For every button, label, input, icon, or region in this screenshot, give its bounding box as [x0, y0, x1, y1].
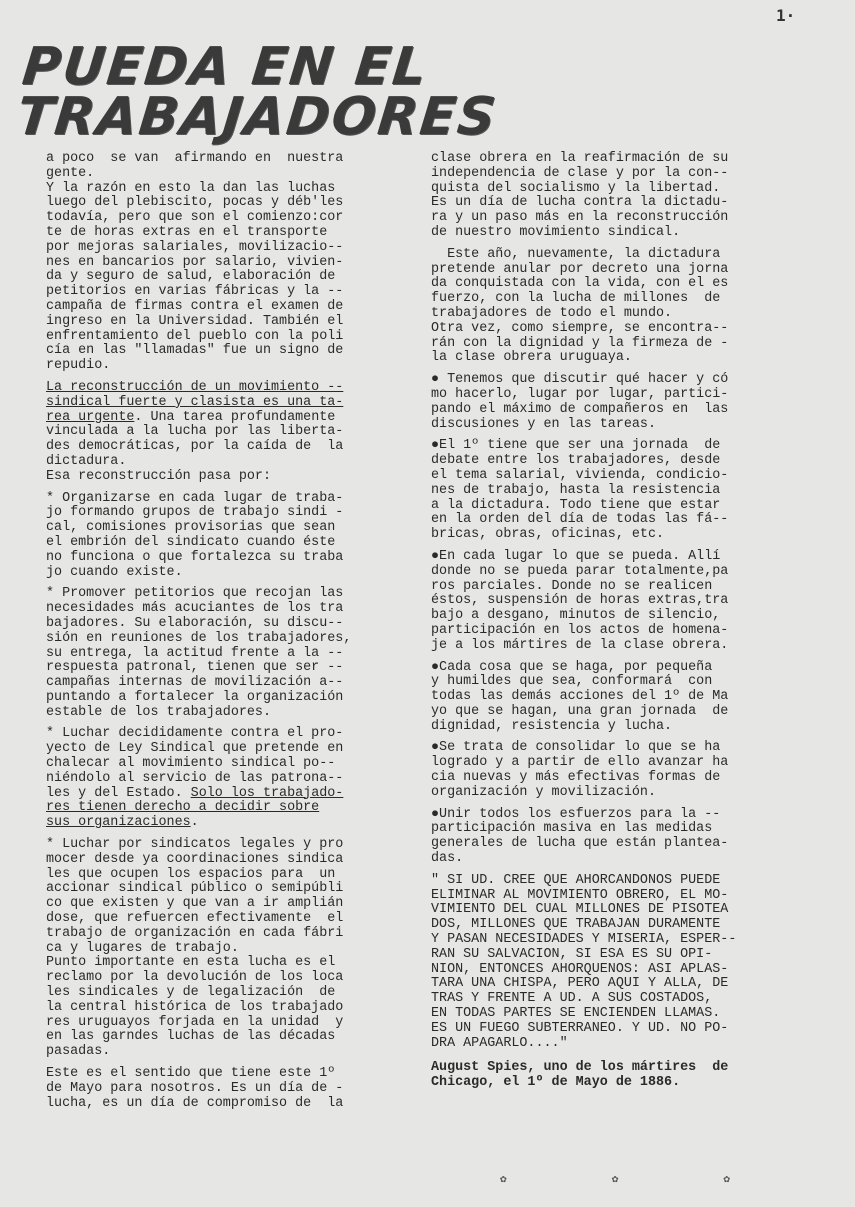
- paragraph-item: * Organizarse en cada lugar de traba- jo formando grupos de trabajo sindi - cal, comisiones provisorias que sean el embrión del sindicato cuando éste no funciona o que fortalezca su traba jo cuando existe.: [46, 490, 344, 580]
- paragraph: vinculada a la lucha por las liberta- des democráticas, por la caída de la dictadura. Esa reconstrucción pasa por:: [46, 424, 344, 484]
- headline-line-1: PUEDA EN EL: [19, 37, 431, 97]
- paragraph-item: ●Cada cosa que se haga, por pequeña y humildes que sea, conformará con todas las demás acciones del 1º de Ma yo que se hagan, una gran jornada de dignidad, resistencia y lucha.: [431, 659, 729, 734]
- paragraph: clase obrera en la reafirmación de su independencia de clase y por la con-- quista del socialismo y la libertad. Es un día de lucha contra la dictadu- ra y un paso más en la reconstrucción de nuestro movimiento sindical.: [431, 151, 729, 240]
- paragraph-text: . Una tarea profundamente: [134, 409, 336, 425]
- paragraph-item: ●En cada lugar lo que se pueda. Allí donde no se pueda parar totalmente,pa ros parciales. Donde no se realicen éstos, suspensión de horas extras,tra bajo a desgano, minutos de silencio, participación en los actos de homena- je a los mártires de la clase obrera.: [431, 548, 729, 653]
- paragraph-item: ●El 1º tiene que ser una jornada de debate entre los trabajadores, desde el tema salarial, vivienda, condicio- nes de trabajo, hasta la resistencia a la dictadura. Todo tiene que estar en la orden del día de todas las fá-- bricas, obras, oficinas, etc.: [431, 438, 729, 543]
- paragraph: Este año, nuevamente, la dictadura pretende anular por decreto una jorna da conquistada con la vida, con el es fuerzo, con la lucha de millones de trabajadores de todo el mundo. Otra vez, como siempre, se encontra-- rán con la dignidad y la firmeza de - la clase obrera uruguaya.: [431, 246, 729, 366]
- quote-block: " SI UD. CREE QUE AHORCANDONOS PUEDE ELIMINAR AL MOVIMIENTO OBRERO, EL MO- VIMIENTO DEL CUAL MILLONES DE PISOTEA DOS, MILLONES QUE TRABAJAN DURAMENTE Y PASAN NECESIDADES Y MISERIA, ESPER-- RAN SU SALVACION, SI ESA ES SU OPI- NION, ENTONCES AHORQUENOS: ASI APLAS- TARA UNA CHISPA, PERO AQUI Y ALLA, DE TRAS Y FRENTE A UD. A SUS COSTADOS, EN TODAS PARTES SE ENCIENDEN LLAMAS. ES UN FUEGO SUBTERRANEO. Y UD. NO PO- DRA APAGARLO....": [431, 872, 737, 1051]
- headline-line-2: TRABAJADORES: [14, 87, 501, 147]
- ornament-icon: ✿: [723, 1174, 730, 1186]
- ornament-icon: ✿: [500, 1174, 507, 1186]
- paragraph-reconstruction: [46, 381, 402, 425]
- signature: August Spies, uno de los mártires de Chicago, el 1º de Mayo de 1886.: [431, 1060, 729, 1091]
- paragraph-item: * Promover petitorios que recojan las necesidades más acuciantes de los tra bajadores. Su elaboración, su discu-- sión en reuniones de los trabajadores, su entrega, la actitud frente a la -- respuesta patronal, tienen que ser -- campañas internas de movilización a-- puntando a fortalecer la organización estable de los trabajadores.: [46, 586, 352, 720]
- paragraph-item: ● Tenemos que discutir qué hacer y có mo hacerlo, lugar por lugar, partici- pando el máximo de compañeros en las discusiones y en las tareas.: [431, 372, 729, 432]
- paragraph-item: ●Unir todos los esfuerzos para la -- participación masiva en las medidas generales de lucha que están plantea- das.: [431, 806, 729, 867]
- left-column: [46, 152, 402, 1118]
- paragraph: Este es el sentido que tiene este 1º de Mayo para nosotros. Es un día de - lucha, es un día de compromiso de la: [46, 1066, 344, 1111]
- right-column: [431, 152, 791, 1091]
- ornament-icon: ✿: [611, 1174, 619, 1186]
- paragraph-text: .: [190, 815, 199, 831]
- paragraph-item: [46, 727, 402, 831]
- underlined-text: La reconstrucción de un movimiento -- sindical fuerte y clasista es una ta- rea urgente: [46, 379, 344, 425]
- underlined-text: Solo los trabajado-: [190, 785, 344, 801]
- paragraph: a poco se van afirmando en nuestra gente. Y la razón en esto la dan las luchas luego del plebiscito, pocas y déb'les todavía, pero que son el comienzo:cor te de horas extras en el transporte por mejoras salariales, movilizacio-- nes en bancarios por salario, vivien- da y seguro de salud, elaboración de petitorios en varias fábricas y la -- campaña de firmas contra el examen de ingreso en la Universidad. También el enfrentamiento del pueblo con la poli cía en las "llamadas" fue un signo de repudio.: [46, 151, 344, 374]
- page-mark: 1·: [776, 6, 796, 25]
- paragraph-item: ●Se trata de consolidar lo que se ha logrado y a partir de ello avanzar ha cia nuevas y más efectivas formas de organización y movilización.: [431, 740, 729, 800]
- paragraph-item: * Luchar por sindicatos legales y pro mocer desde ya coordinaciones sindica les que ocupen los espacios para un accionar sindical público o semipúbli co que existen y que van a ir amplián dose, que refuercen efectivamente el trabajo de organización en cada fábri ca y lugares de trabajo. Punto importante en esta lucha es el reclamo por la devolución de los loca les sindicales y de legalización de la central histórica de los trabajado res uruguayos forjada en la unidad y en las garndes luchas de las décadas pasadas.: [46, 837, 344, 1060]
- paragraph-text: * Luchar decididamente contra el pro- yecto de Ley Sindical que pretende en chalecar al movimiento sindical po-- niéndolo al servicio de las patrona-- les y del Estado.: [46, 726, 344, 801]
- ornaments: [500, 1172, 730, 1186]
- underlined-text: res tienen derecho a decidir sobre sus organizaciones: [46, 800, 320, 831]
- headline: [14, 37, 505, 147]
